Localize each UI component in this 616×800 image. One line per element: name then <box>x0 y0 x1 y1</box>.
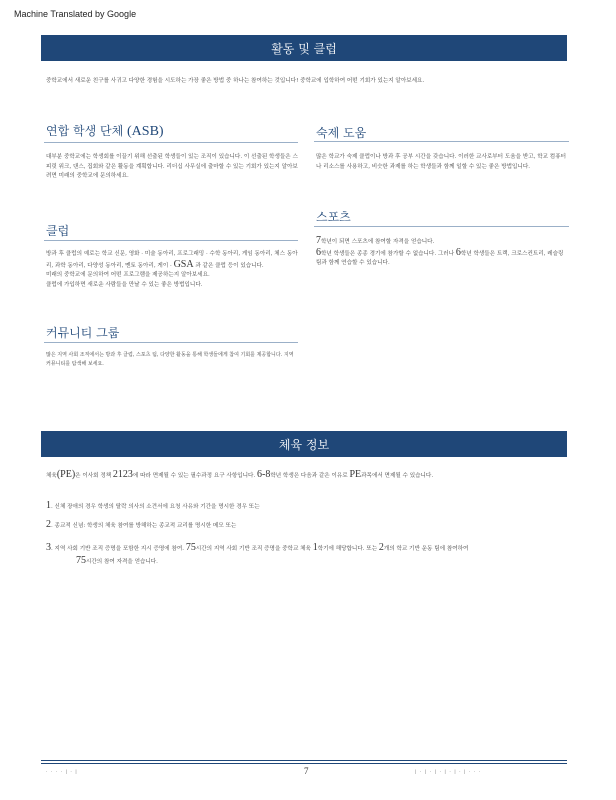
footer-rule-bottom <box>41 763 567 764</box>
list-number: 3 <box>46 542 51 553</box>
list-text: . 지역 사회 기반 조직 증명을 포함한 지시 증명에 참여. <box>51 546 185 552</box>
homework-divider <box>314 141 569 142</box>
list-text: . 종교적 신념: 학생의 체육 참여를 방해하는 종교적 교리를 명시한 메모 또는 <box>51 523 237 529</box>
pe-intro-b: 에 따라 면제될 수 있는 필수과정 요구 사항입니다. <box>132 473 256 479</box>
clubs-body-line2: 과 같은 클럽 등이 있습니다. <box>195 262 264 269</box>
asb-divider <box>44 142 298 143</box>
sports-grade-6a: 6 <box>316 246 321 258</box>
list-number: 2 <box>46 519 51 530</box>
pe-intro-c: 학년 학생은 다음과 같은 이유로 <box>270 473 348 479</box>
sports-line2b: 학년 학생들은 트랙, 크로스컨트리, 레슬링 팀과 함께 연습할 수 있습니다. <box>316 250 564 266</box>
sports-line1: 학년이 되면 스포츠에 참여할 자격을 얻습니다. <box>321 239 435 245</box>
pe-intro-pre: 체육 <box>46 473 57 479</box>
list-text-e: 시간의 참여 자격을 얻습니다. <box>86 559 158 565</box>
homework-heading: 숙제 도움 <box>316 126 367 140</box>
list-item <box>46 501 566 512</box>
asb-heading-acronym: (ASB) <box>127 124 164 139</box>
list-text: . 신체 장애의 경우 학생의 탈락 의사의 소견서에 요청 사유와 기간을 명시한 경우 또는 <box>51 504 260 510</box>
pe-banner <box>41 431 567 457</box>
sports-grade-7: 7 <box>316 235 321 246</box>
sports-grade-6b: 6 <box>455 246 461 258</box>
grade-range: 6-8 <box>257 469 271 480</box>
footer-left-text: · · · · | · | <box>46 770 78 775</box>
clubs-body-line3: 미래의 중학교에 문의하여 어떤 프로그램을 제공하는지 알아보세요. <box>46 272 210 278</box>
list-number: 1 <box>46 500 51 511</box>
list-text-d: 개의 학교 기반 운동 팀에 참여하여 <box>383 546 469 552</box>
footer-right-text: | · | · | · | · | · | · · · <box>415 770 482 775</box>
page-number: 7 <box>304 766 309 776</box>
clubs-heading: 클럽 <box>46 224 70 238</box>
machine-translated-label: Machine Translated by Google <box>14 9 137 19</box>
list-item <box>46 542 566 568</box>
teams-number: 2 <box>378 542 384 553</box>
sports-divider <box>314 226 569 227</box>
policy-number: 2123 <box>112 469 133 480</box>
pe-intro-a: 은 이사회 정책 <box>75 473 112 479</box>
community-body: 많은 지역 사회 조직에서는 방과 후 클럽, 스포츠 팀, 다양한 활동을 통해 학생들에게 참여 기회를 제공합니다. 지역 커뮤니티를 탐색해 보세요. <box>46 352 294 367</box>
semester-number: 1 <box>312 542 318 553</box>
gsa-text: GSA <box>173 258 194 270</box>
asb-heading <box>46 122 164 140</box>
pe-abbrev-2: PE <box>349 469 362 480</box>
clubs-body <box>46 250 298 290</box>
activities-banner <box>41 35 567 61</box>
community-divider <box>44 342 298 343</box>
pe-intro <box>46 469 566 482</box>
activities-title: 활동 및 클럽 <box>271 41 337 56</box>
clubs-body-line4: 클럽에 가입하면 새로운 사람들을 만날 수 있는 좋은 방법입니다. <box>46 281 203 288</box>
sports-line2a: 학년 학생들은 종종 경기에 참가할 수 없습니다. 그러나 <box>321 250 455 257</box>
asb-body: 대부분 중학교에는 학생회를 이끌기 위해 선출된 학생들이 있는 조직이 있습니다. 이 선출된 학생들은 스피릿 위크, 댄스, 집회와 같은 활동을 계획합니다. 리더십 사무실에 출마할 수 있는 기회가 있는지 알아보려면 미래의 중학교에 문의하세요. <box>46 154 298 179</box>
pe-title: 체육 정보 <box>278 437 330 452</box>
pe-abbrev: (PE) <box>56 469 76 480</box>
hours-number: 75 <box>185 542 196 553</box>
sports-heading: 스포츠 <box>316 210 351 224</box>
list-text-c: 학기에 해당합니다. 또는 <box>317 546 378 552</box>
sports-body <box>316 236 568 269</box>
hours-number-2: 75 <box>76 555 86 566</box>
intro-text: 중학교에서 새로운 친구를 사귀고 다양한 경험을 시도하는 가장 좋은 방법 중 하나는 참여하는 것입니다! 중학교에 입학하여 어떤 기회가 있는지 알아보세요. <box>46 78 425 84</box>
clubs-divider <box>44 240 298 241</box>
footer-rule-top <box>41 760 567 761</box>
pe-intro-d: 과목에서 면제될 수 있습니다. <box>361 473 434 479</box>
list-text-b: 시간의 지역 사회 기반 조직 증명을 중학교 체육 <box>195 546 311 552</box>
asb-heading-text: 연합 학생 단체 <box>46 124 124 138</box>
community-heading: 커뮤니티 그룹 <box>46 326 120 340</box>
homework-body: 많은 학교가 숙제 클럽이나 방과 후 공부 시간을 갖습니다. 이러한 교사로부터 도움을 받고, 학교 컴퓨터나 리소스를 사용하고, 비슷한 과제를 하는 학생들과 함께 일할 수 있는 좋은 방법입니다. <box>316 154 566 170</box>
clubs-body-line1: 방과 후 클럽의 예로는 학교 신문, 영화 · 미술 동아리, 프로그래밍 · 수학 동아리, 게임 동아리, 체스 동아리, 과학 동아리, 다양성 동아리, 멘토 동아리, 게이 · <box>46 251 298 269</box>
list-item <box>46 520 566 531</box>
